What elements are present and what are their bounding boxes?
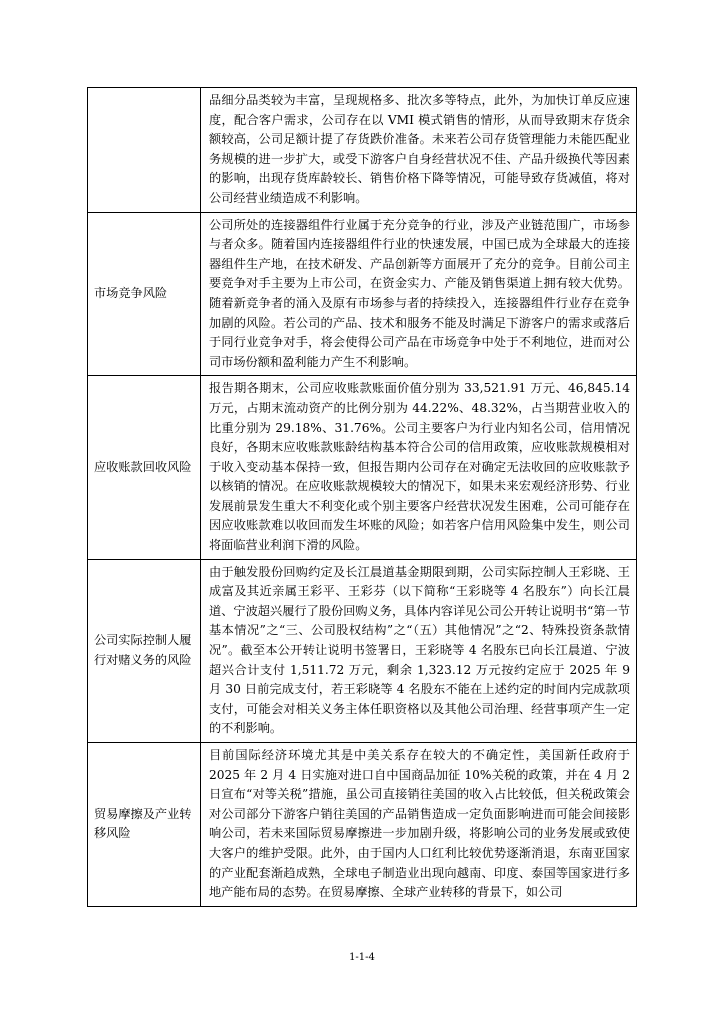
risk-description-cell: 公司所处的连接器组件行业属于充分竞争的行业，涉及产业链范围广，市场参与者众多。随着国内连接器组件行业的快速发展，中国已成为全球最大的连接器组件生产地，在技术研发、产品创新等方面展开了充分的竞争。目前公司主要竞争对手主要为上市公司，在资金实力、产能及销售渠道上拥有较大优势。随着新竞争者的涌入及原有市场参与者的持续投入，连接器组件行业存在竞争加剧的风险。若公司的产品、技术和服务不能及时满足下游客户的需求或落后于同行业竞争对手，将会使得公司产品在市场竞争中处于不利地位，进而对公司市场份额和盈利能力产生不利影响。 [201,212,637,376]
risk-description-cell: 品细分品类较为丰富，呈现规格多、批次多等特点，此外，为加快订单反应速度，配合客户需求，公司存在以 VMI 模式销售的情形，从而导致期末存货余额较高，公司足额计提了存货跌价准备。未来若公司存货管理能力未能匹配业务规模的进一步扩大，或受下游客户自身经营状况不佳、产品升级换代等因素的影响，出现存货库龄较长、销售价格下降等情况，可能导致存货减值，将对公司经营业绩造成不利影响。 [201,88,637,213]
table-row [88,212,637,376]
risk-name-cell: 贸易摩擦及产业转移风险 [88,743,201,907]
risk-factor-table [87,87,637,907]
risk-name-cell: 市场竞争风险 [88,212,201,376]
risk-name-cell [88,88,201,213]
risk-name-cell: 公司实际控制人履行对赌义务的风险 [88,559,201,742]
risk-description-cell: 目前国际经济环境尤其是中美关系存在较大的不确定性，美国新任政府于 2025 年 2 月 4 日实施对进口自中国商品加征 10%关税的政策，并在 4 月 2 日宣布“对等关税”措施，虽公司直接销往美国的收入占比较低，但关税政策会对公司部分下游客户销往美国的产品销售造成一定负面影响进而可能会间接影响公司，若未来国际贸易摩擦进一步加剧升级，将影响公司的业务发展或致使大客户的维护受限。此外，由于国内人口红利比较优势逐渐消退，东南亚国家的产业配套渐趋成熟，全球电子制造业出现向越南、印度、泰国等国家进行多地产能布局的态势。在贸易摩擦、全球产业转移的背景下，如公司 [201,743,637,907]
risk-description-cell: 由于触发股份回购约定及长江晨道基金期限到期，公司实际控制人王彩晓、王成富及其近亲属王彩平、王彩芬（以下简称“王彩晓等 4 名股东”）向长江晨道、宁波超兴履行了股份回购义务，具体内容详见公司公开转让说明书“第一节 基本情况”之“三、公司股权结构”之“（五）其他情况”之“2、特殊投资条款情况”。截至本公开转让说明书签署日，王彩晓等 4 名股东已向长江晨道、宁波超兴合计支付 1,511.72 万元，剩余 1,323.12 万元按约定应于 2025 年 9 月 30 日前完成支付，若王彩晓等 4 名股东不能在上述约定的时间内完成款项支付，可能会对相关义务主体任职资格以及其他公司治理、经营事项产生一定的不利影响。 [201,559,637,742]
table-row [88,743,637,907]
page-number: 1-1-4 [349,952,375,963]
table-row [88,88,637,213]
table-row [88,376,637,559]
risk-description-cell: 报告期各期末，公司应收账款账面价值分别为 33,521.91 万元、46,845.14 万元，占期末流动资产的比例分别为 44.22%、48.32%，占当期营业收入的比重分别为 29.18%、31.76%。公司主要客户为行业内知名公司，信用情况良好，各期末应收账款账龄结构基本符合公司的信用政策，应收账款规模相对于收入变动基本保持一致，但报告期内公司存在对确定无法收回的应收账款予以核销的情况。在应收账款规模较大的情况下，如果未来宏观经济形势、行业发展前景发生重大不利变化或个别主要客户经营状况发生困难，公司可能存在因应收账款难以收回而发生坏账的风险；如若客户信用风险集中发生，则公司将面临营业利润下滑的风险。 [201,376,637,559]
table-row [88,559,637,742]
risk-name-cell: 应收账款回收风险 [88,376,201,559]
